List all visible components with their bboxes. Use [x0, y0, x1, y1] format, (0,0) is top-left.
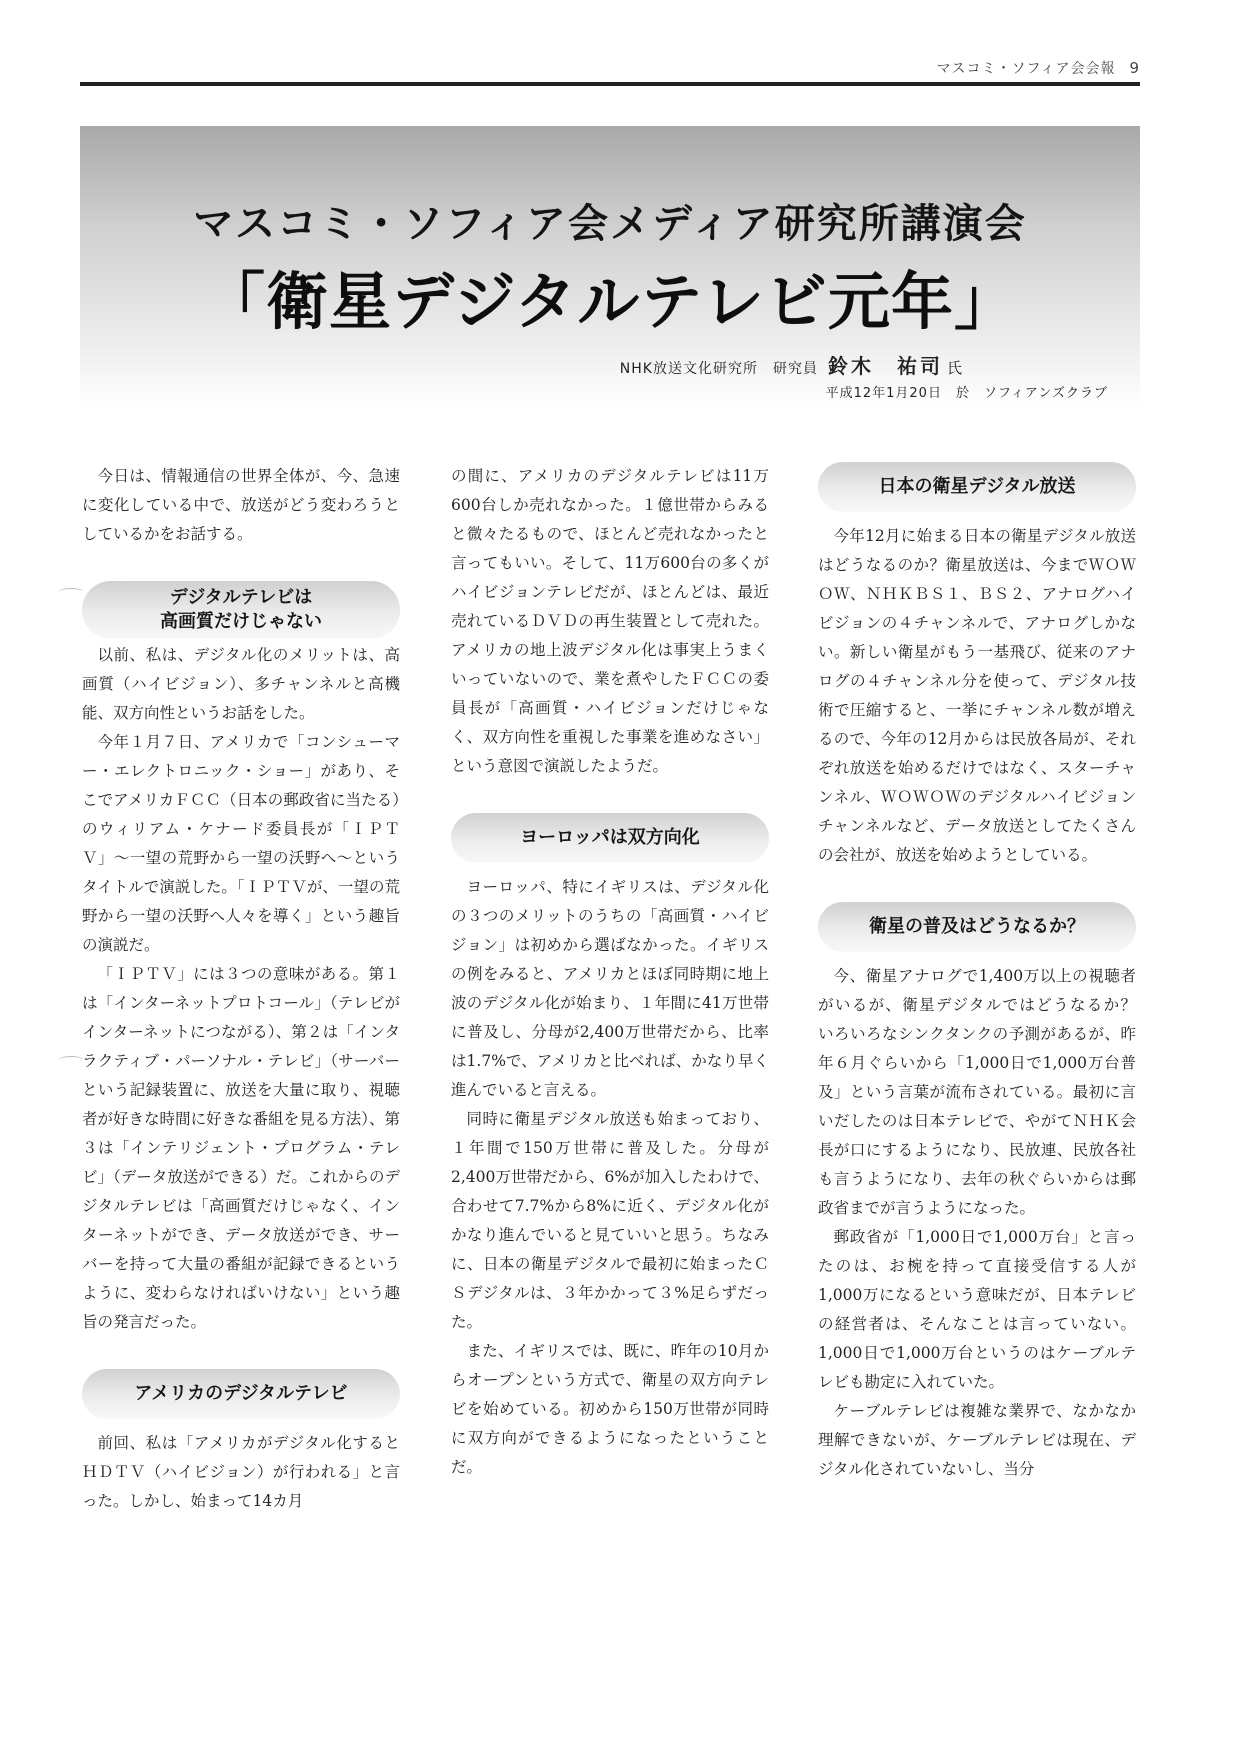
body-paragraph: 以前、私は、デジタル化のメリットは、高画質（ハイビジョン）、多チャンネルと高機能、双方向性というお話をした。	[82, 646, 400, 722]
section-heading-us-digital-tv	[82, 1369, 400, 1419]
section-heading-text: 衛星の普及はどうなるか？	[869, 916, 1085, 937]
speaker-affiliation: NHK放送文化研究所 研究員	[619, 361, 818, 377]
title-banner	[80, 126, 1140, 408]
section-heading-japan-satellite-digital	[818, 462, 1136, 512]
speaker-name: 鈴木 祐司	[827, 354, 943, 378]
publication-name: マスコミ・ソフィア会会報	[936, 61, 1116, 77]
page-number: 9	[1129, 59, 1140, 77]
body-paragraph: また、イギリスでは、既に、昨年の10月からオープンという方式で、衛星の双方向テレビを始めている。初めから150万世帯が同時に双方向ができるようになったということだ。	[451, 1342, 769, 1476]
section-heading-text: 日本の衛星デジタル放送	[878, 476, 1076, 497]
body-paragraph: 今年１月７日、アメリカで「コンシューマー・エレクトロニック・ショー」があり、そこでアメリカＦＣＣ（日本の郵政省に当たる）のウィリアム・ケナード委員長が「ＩＰＴＶ」〜一望の荒野から一望の沃野へ〜というタイトルで演説した。「ＩＰＴＶが、一望の荒野から一望の沃野へ人々を導く」という趣旨の演説だ。	[82, 733, 400, 954]
body-paragraph: 今年12月に始まる日本の衛星デジタル放送はどうなるのか？衛星放送は、今までＷＯＷＯＷ、ＮＨＫＢＳ１、ＢＳ２、アナログハイビジョンの４チャンネルで、アナログしかない。新しい衛星がもう一基飛び、従来のアナログの４チャンネル分を使って、デジタル技術で圧縮すると、一挙にチャンネル数が増えるので、今年の12月からは民放各局が、それぞれ放送を始めるだけではなく、スターチャンネル、ＷＯＷＯＷのデジタルハイビジョンチャンネルなど、データ放送としてたくさんの会社が、放送を始めようとしている。	[818, 527, 1136, 864]
speaker-honorific: 氏	[946, 359, 962, 377]
section-heading-line: 高画質だけじゃない	[160, 611, 322, 632]
body-paragraph: 郵政省が「1,000日で1,000万台」と言ったのは、お椀を持って直接受信する人が1,000万になるという意味だが、日本テレビの経営者は、そんなことは言っていない。1,000日で1,000万台というのはケーブルテレビも勘定に入れていた。	[818, 1228, 1136, 1391]
body-paragraph: 今、衛星アナログで1,400万以上の視聴者がいるが、衛星デジタルではどうなるか？ いろいろなシンクタンクの予測があるが、昨年６月ぐらいから「1,000日で1,000万台普及」という言葉が流布されている。最初に言いだしたのは日本テレビで、やがてＮＨＫ会長が口にするようになり、民放連、民放各社も言うようになり、去年の秋ぐらいからは郵政省までが言うようになった。	[818, 967, 1152, 1217]
binding-mark	[58, 1056, 84, 1065]
running-header	[937, 58, 1140, 78]
header-rule	[80, 82, 1140, 86]
lecture-dateline: 平成12年1月20日 於 ソフィアンズクラブ	[825, 386, 1108, 401]
section-heading-satellite-adoption	[818, 902, 1136, 952]
speaker-byline	[620, 350, 962, 379]
body-paragraph-continued: の間に、アメリカのデジタルテレビは11万600台しか売れなかった。１億世帯からみると微々たるもので、ほとんど売れなかったと言ってもいい。そして、11万600台の多くがハイビジョンテレビだが、ほとんどは、最近売れているＤＶＤの再生装置として売れた。アメリカの地上波デジタル化は事実上うまくいっていないので、業を煮やしたＦＣＣの委員長が「高画質・ハイビジョンだけじゃなく、双方向性を重視した事業を進めなさい」という意図で演説したようだ。	[451, 467, 769, 775]
article-column-3	[818, 462, 1152, 1484]
section-heading-text: アメリカのデジタルテレビ	[134, 1383, 348, 1404]
section-heading-europe-interactive	[451, 813, 769, 863]
section-heading-text: ヨーロッパは双方向化	[520, 827, 700, 848]
body-paragraph: 「ＩＰＴＶ」には３つの意味がある。第１は「インターネットプロトコール」（テレビがインターネットにつながる）、第２は「インタラクティブ・パーソナル・テレビ」（サーバーという記録装置に、放送を大量に取り、視聴者が好きな時間に好きな番組を見る方法）、第３は「インテリジェント・プログラム・テレビ」（データ放送ができる）だ。これからのデジタルテレビは「高画質だけじゃなく、インターネットができ、データ放送ができ、サーバーを持って大量の番組が記録できるというように、変わらなければいけない」という趣旨の発言だった。	[82, 965, 400, 1331]
binding-mark	[58, 588, 84, 597]
body-paragraph: ヨーロッパ、特にイギリスは、デジタル化の３つのメリットのうちの「高画質・ハイビジョン」は初めから選ばなかった。イギリスの例をみると、アメリカとほぼ同時期に地上波のデジタル化が始まり、１年間に41万世帯に普及し、分母が2,400万世帯だから、比率は1.7%で、アメリカと比べれば、かなり早く進んでいると言える。	[451, 878, 769, 1099]
body-paragraph: 同時に衛星デジタル放送も始まっており、１年間で150万世帯に普及した。分母が2,400万世帯だから、6%が加入したわけで、合わせて7.7%から8%に近く、デジタル化がかなり進んでいると見ていいと思う。ちなみに、日本の衛星デジタルで最初に始まったＣＳデジタルは、３年かかって３%足らずだった。	[451, 1110, 769, 1331]
lecture-title: 「衛星デジタルテレビ元年」	[202, 265, 1018, 338]
section-heading-digital-tv-not-only-hq	[82, 581, 400, 639]
body-paragraph: ケーブルテレビは複雑な業界で、なかなか理解できないが、ケーブルテレビは現在、デジタル化されていないし、当分	[818, 1402, 1136, 1478]
body-paragraph: 前回、私は「アメリカがデジタル化するとＨＤＴＶ（ハイビジョン）が行われる」と言った。しかし、始まって14カ月	[82, 1434, 400, 1510]
article-column-1	[82, 462, 400, 1516]
intro-paragraph: 今日は、情報通信の世界全体が、今、急速に変化している中で、放送がどう変わろうとしているかをお話する。	[82, 467, 400, 543]
article-column-2	[451, 462, 769, 1482]
lecture-series-title: マスコミ・ソフィア会メディア研究所講演会	[193, 201, 1027, 247]
section-heading-line: デジタルテレビは	[169, 587, 313, 608]
